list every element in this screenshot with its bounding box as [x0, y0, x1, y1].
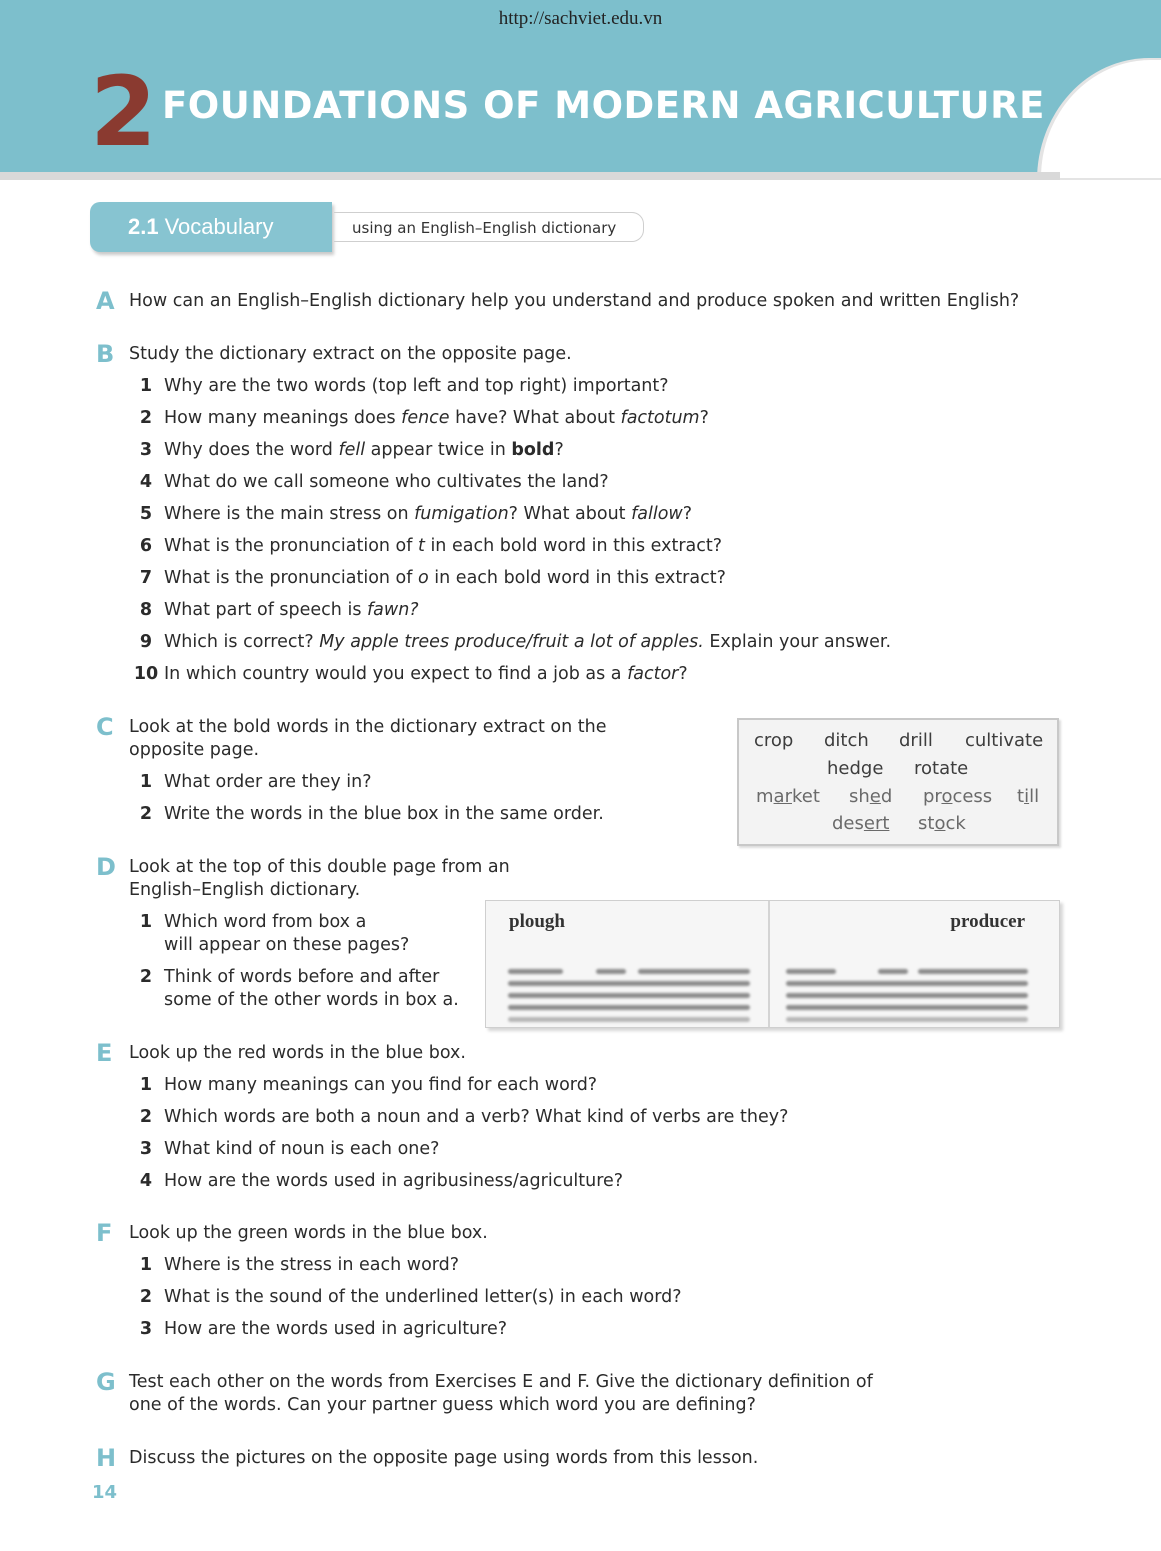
word-box [737, 718, 1059, 846]
list-item-continued: some of the other words in box a. [164, 990, 459, 1010]
list-item: 6 What is the pronunciation of t in each bold word in this extract? [139, 536, 723, 556]
list-item: 9 Which is correct? My apple trees produce/fruit a lot of apples. Explain your answer. [139, 632, 892, 652]
list-item: 3 How are the words used in agriculture? [139, 1319, 508, 1339]
word-stock: stock [918, 813, 966, 834]
list-item: 7 What is the pronunciation of o in each bold word in this extract? [139, 568, 726, 588]
list-item-continued: will appear on these pages? [164, 935, 410, 955]
section-number: 2.1 [128, 214, 159, 239]
word-ditch: ditch [824, 730, 869, 751]
header-shadow [0, 172, 1060, 180]
exercise-letter: F [96, 1219, 113, 1247]
section-label [128, 214, 273, 240]
word-drill: drill [899, 730, 933, 751]
list-item: 2 Think of words before and after [139, 967, 440, 987]
exercise-question-line: Look at the top of this double page from an [129, 857, 510, 877]
blurred-text [786, 993, 1028, 998]
list-item: 1 Which word from box a [139, 912, 367, 932]
page-gutter [768, 901, 770, 1027]
exercise-question: Look up the green words in the blue box. [129, 1223, 488, 1243]
blurred-text [638, 969, 750, 974]
exercise-letter: E [96, 1039, 113, 1067]
page-number: 14 [92, 1482, 118, 1503]
exercise-letter: H [96, 1444, 117, 1472]
list-item: 2 What is the sound of the underlined letter(s) in each word? [139, 1287, 682, 1307]
left-headword: plough [509, 911, 565, 932]
list-item: 4 How are the words used in agribusiness/agriculture? [139, 1171, 624, 1191]
word-till: till [1017, 786, 1040, 807]
blurred-text [878, 969, 908, 974]
list-item: 1 Why are the two words (top left and top right) important? [139, 376, 669, 396]
exercise-question-line: Look at the bold words in the dictionary extract on the [129, 717, 607, 737]
blurred-text [786, 1017, 1028, 1022]
exercise-question-line: one of the words. Can your partner guess which word you are defining? [129, 1395, 756, 1415]
list-item: 1 What order are they in? [139, 772, 372, 792]
list-item: 8 What part of speech is fawn? [139, 600, 419, 620]
blurred-text [508, 993, 750, 998]
list-item: 2 How many meanings does fence have? What about factotum? [139, 408, 709, 428]
blurred-text [786, 981, 1028, 986]
exercise-question: Look up the red words in the blue box. [129, 1043, 466, 1063]
word-hedge: hedge [827, 758, 884, 779]
word-desert: desert [832, 813, 890, 834]
dictionary-page-top [485, 900, 1060, 1028]
word-market: market [756, 786, 820, 807]
word-crop: crop [754, 730, 794, 751]
exercise-letter: C [96, 713, 114, 741]
blurred-text [596, 969, 626, 974]
exercise-question: How can an English–English dictionary help you understand and produce spoken and written English? [129, 291, 1020, 311]
section-title: Vocabulary [164, 214, 274, 239]
blurred-text [786, 1005, 1028, 1010]
exercise-question-line: opposite page. [129, 740, 260, 760]
section-pill [90, 202, 332, 252]
exercise-question: Discuss the pictures on the opposite page using words from this lesson. [129, 1448, 759, 1468]
word-cultivate: cultivate [965, 730, 1044, 751]
list-item: 5 Where is the main stress on fumigation? What about fallow? [139, 504, 693, 524]
list-item: 2 Which words are both a noun and a verb? What kind of verbs are they? [139, 1107, 789, 1127]
list-item: 3 Why does the word fell appear twice in bold? [139, 440, 564, 460]
list-item: 10 In which country would you expect to find a job as a factor? [133, 664, 688, 684]
list-item: 2 Write the words in the blue box in the same order. [139, 804, 604, 824]
word-rotate: rotate [914, 758, 969, 779]
word-shed: shed [849, 786, 893, 807]
list-item: 1 How many meanings can you find for each word? [139, 1075, 598, 1095]
blurred-text [508, 969, 563, 974]
list-item: 3 What kind of noun is each one? [139, 1139, 440, 1159]
exercise-question: Study the dictionary extract on the opposite page. [129, 344, 572, 364]
exercise-letter: A [96, 287, 115, 315]
word-process: process [923, 786, 993, 807]
list-item: 4 What do we call someone who cultivates the land? [139, 472, 609, 492]
section-tab [90, 200, 648, 252]
section-subtitle: using an English–English dictionary [334, 212, 644, 242]
unit-title: FOUNDATIONS OF MODERN AGRICULTURE [162, 84, 1045, 127]
source-url[interactable]: http://sachviet.edu.vn [498, 8, 663, 29]
exercise-letter: B [96, 340, 115, 368]
blurred-text [918, 969, 1028, 974]
exercise-question-line: English–English dictionary. [129, 880, 361, 900]
exercise-question-line: Test each other on the words from Exercises E and F. Give the dictionary definition of [129, 1372, 873, 1392]
blurred-text [508, 1017, 750, 1022]
right-headword: producer [950, 911, 1025, 932]
blurred-text [508, 981, 750, 986]
list-item: 1 Where is the stress in each word? [139, 1255, 460, 1275]
blurred-text [508, 1005, 750, 1010]
blurred-text [786, 969, 836, 974]
unit-number: 2 [90, 56, 153, 168]
exercise-letter: G [96, 1368, 116, 1396]
exercise-letter: D [96, 853, 116, 881]
